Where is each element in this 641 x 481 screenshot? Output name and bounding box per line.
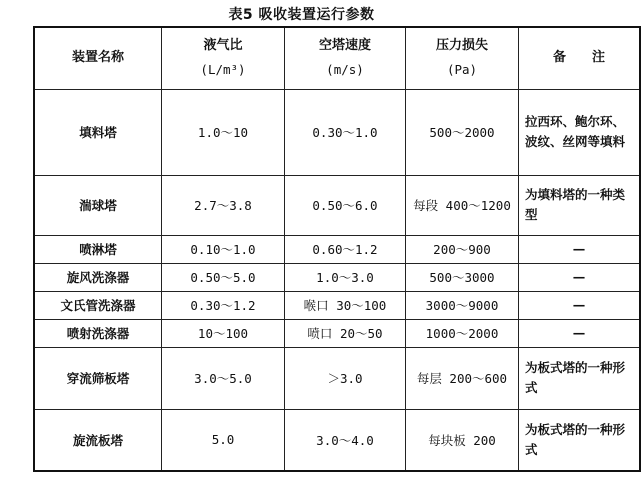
- cell-device-name: 旋风洗涤器: [34, 263, 162, 291]
- cell-ratio: 0.50～5.0: [162, 263, 285, 291]
- table-row: [34, 175, 640, 235]
- header-liquid-gas-ratio: 液气比 (L/m³): [162, 27, 285, 89]
- header-unit-velocity: (m/s): [326, 62, 364, 78]
- cell-note: 为填料塔的一种类型: [519, 175, 641, 235]
- cell-ratio: 1.0～10: [162, 89, 285, 175]
- absorption-parameters-table: [33, 26, 641, 472]
- cell-loss: 每层 200～600: [406, 347, 519, 409]
- cell-speed: ＞3.0: [285, 347, 406, 409]
- cell-device-name: 喷淋塔: [34, 235, 162, 263]
- cell-ratio: 3.0～5.0: [162, 347, 285, 409]
- cell-ratio: 5.0: [162, 409, 285, 471]
- cell-device-name: 湍球塔: [34, 175, 162, 235]
- cell-speed: 3.0～4.0: [285, 409, 406, 471]
- cell-note: —: [519, 235, 641, 263]
- cell-loss: 500～2000: [406, 89, 519, 175]
- header-pressure-loss: 压力损失 (Pa): [406, 27, 519, 89]
- header-unit-ratio: (L/m³): [200, 62, 246, 78]
- table-row: [34, 291, 640, 319]
- table-row: [34, 409, 640, 471]
- header-row: [34, 27, 640, 89]
- cell-loss: 每块板 200: [406, 409, 519, 471]
- cell-note: —: [519, 263, 641, 291]
- cell-speed: 喷口 20～50: [285, 319, 406, 347]
- cell-device-name: 填料塔: [34, 89, 162, 175]
- cell-speed: 0.60～1.2: [285, 235, 406, 263]
- cell-ratio: 0.10～1.0: [162, 235, 285, 263]
- header-tower-velocity: 空塔速度 (m/s): [285, 27, 406, 89]
- header-device-name: 装置名称: [34, 27, 162, 89]
- table-row: [34, 89, 640, 175]
- cell-ratio: 10～100: [162, 319, 285, 347]
- table-title: 表5 吸收装置运行参数: [228, 7, 375, 23]
- cell-loss: 500～3000: [406, 263, 519, 291]
- cell-loss: 3000～9000: [406, 291, 519, 319]
- table-row: [34, 235, 640, 263]
- cell-loss: 每段 400～1200: [406, 175, 519, 235]
- cell-ratio: 2.7～3.8: [162, 175, 285, 235]
- cell-note: 为板式塔的一种形式: [519, 409, 641, 471]
- cell-device-name: 喷射洗涤器: [34, 319, 162, 347]
- header-unit-pressure: (Pa): [446, 62, 478, 78]
- cell-speed: 0.50～6.0: [285, 175, 406, 235]
- cell-speed: 1.0～3.0: [285, 263, 406, 291]
- table-row: [34, 347, 640, 409]
- header-remarks: 备 注: [519, 27, 641, 89]
- cell-note: 拉西环、鲍尔环、波纹、丝网等填料: [519, 89, 641, 175]
- cell-note: —: [519, 319, 641, 347]
- table-row: [34, 319, 640, 347]
- table-row: [34, 263, 640, 291]
- cell-speed: 0.30～1.0: [285, 89, 406, 175]
- cell-ratio: 0.30～1.2: [162, 291, 285, 319]
- cell-device-name: 旋流板塔: [34, 409, 162, 471]
- cell-device-name: 文氏管洗涤器: [34, 291, 162, 319]
- cell-note: 为板式塔的一种形式: [519, 347, 641, 409]
- cell-note: —: [519, 291, 641, 319]
- cell-loss: 1000～2000: [406, 319, 519, 347]
- cell-speed: 喉口 30～100: [285, 291, 406, 319]
- cell-device-name: 穿流筛板塔: [34, 347, 162, 409]
- cell-loss: 200～900: [406, 235, 519, 263]
